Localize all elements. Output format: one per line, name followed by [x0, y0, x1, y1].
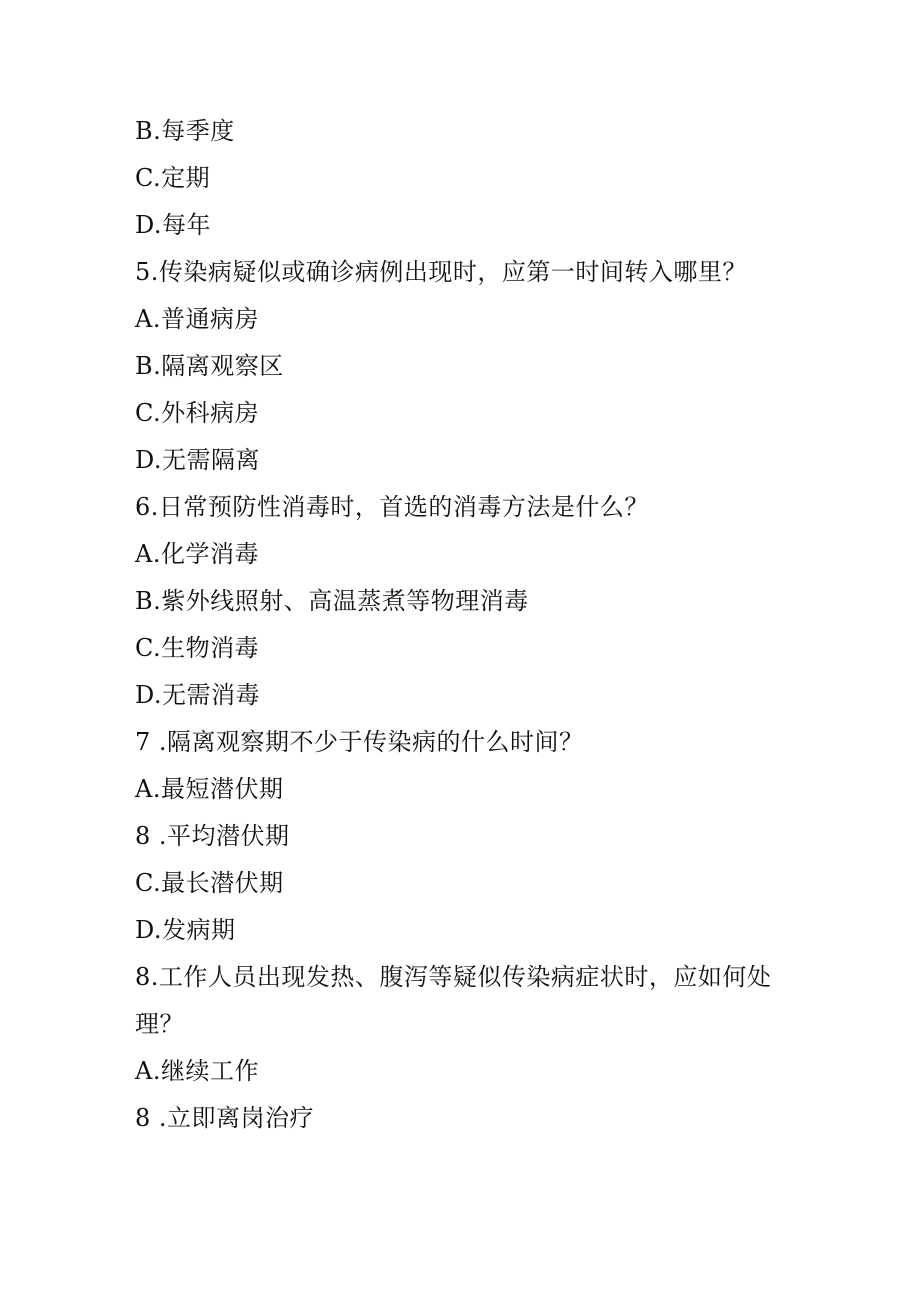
question-5: 5.传染病疑似或确诊病例出现时，应第一时间转入哪里？	[135, 258, 747, 286]
question-6: 6.日常预防性消毒时，首选的消毒方法是什么？	[135, 493, 649, 521]
document-body	[135, 108, 795, 1142]
option-c-q6: C.生物消毒	[135, 634, 260, 662]
option-a-q6: A.化学消毒	[135, 540, 259, 568]
option-a-q7: A.最短潜伏期	[135, 775, 284, 803]
option-d-q4: D.每年	[135, 211, 212, 239]
option-b-q4: B.每季度	[135, 117, 235, 145]
option-c-q4: C.定期	[135, 164, 211, 192]
option-a-q8: A.继续工作	[135, 1057, 259, 1085]
option-c-q5: C.外科病房	[135, 399, 260, 427]
question-7: 7 .隔离观察期不少于传染病的什么时间？	[135, 728, 584, 756]
option-b-q8: 8 .立即离岗治疗	[135, 1104, 315, 1132]
option-a-q5: A.普通病房	[135, 305, 259, 333]
option-b-q7: 8 .平均潜伏期	[135, 822, 290, 850]
option-d-q5: D.无需隔离	[135, 446, 261, 474]
option-b-q6: B.紫外线照射、高温蒸煮等物理消毒	[135, 587, 529, 615]
option-b-q5: B.隔离观察区	[135, 352, 284, 380]
option-d-q7: D.发病期	[135, 916, 236, 944]
option-c-q7: C.最长潜伏期	[135, 869, 284, 897]
option-d-q6: D.无需消毒	[135, 681, 261, 709]
question-8: 8.工作人员出现发热、腹泻等疑似传染病症状时，应如何处理？	[135, 963, 772, 1038]
